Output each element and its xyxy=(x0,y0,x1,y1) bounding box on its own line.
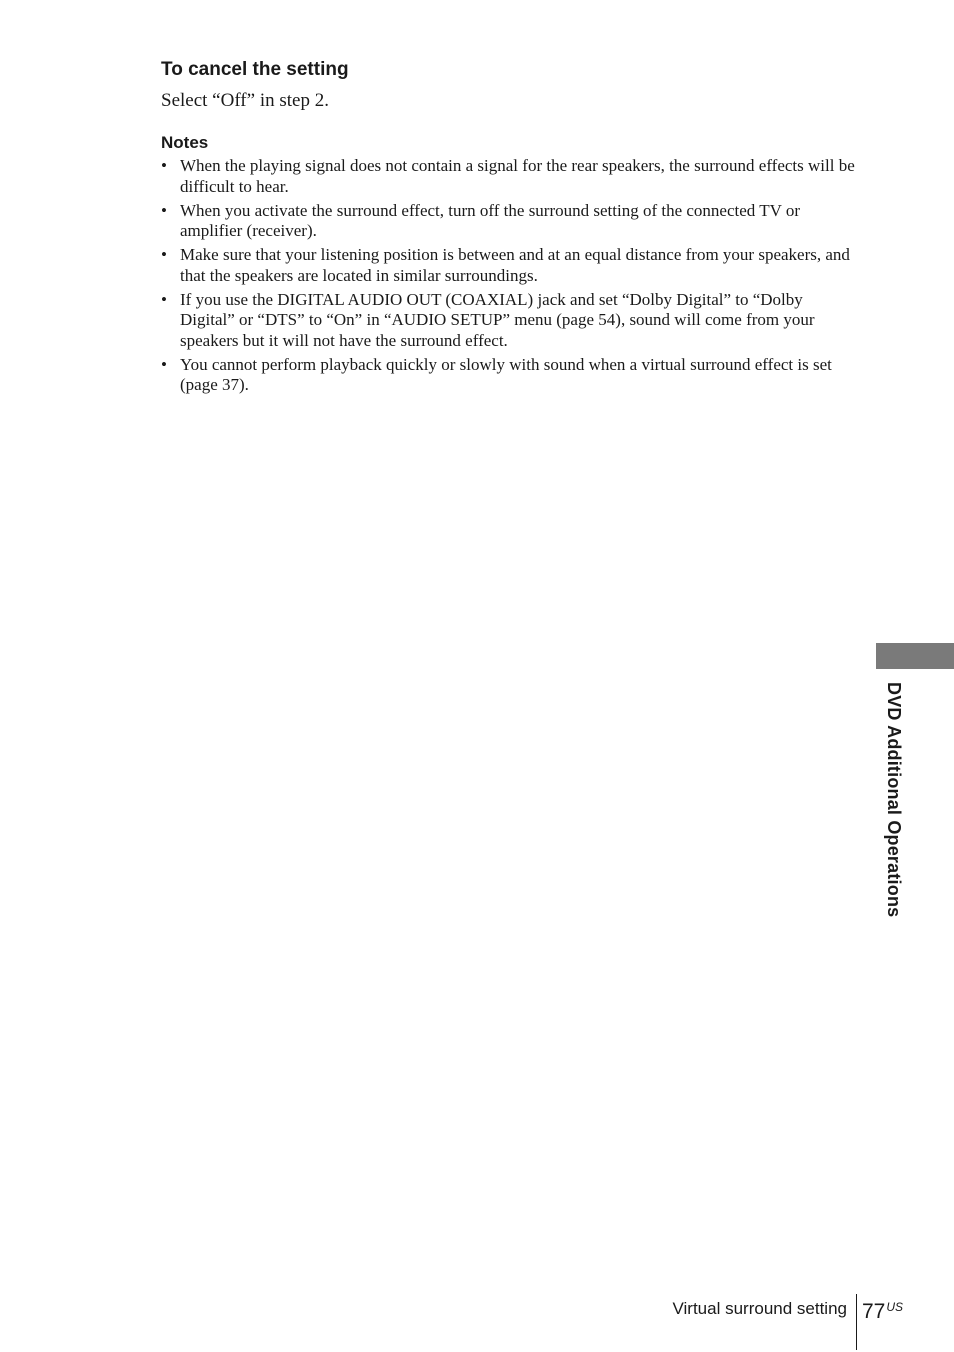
page-number-value: 77 xyxy=(862,1300,886,1323)
page-number xyxy=(862,1293,903,1326)
note-text: When you activate the surround effect, turn off the surround setting of the connected TV or amplifier (receiver). xyxy=(180,200,801,240)
note-text: If you use the DIGITAL AUDIO OUT (COAXIAL) jack and set “Dolby Digital” to “Dolby Digital” or “DTS” to “On” in “AUDIO SETUP” menu (page 54), sound will come from your speakers but it will not have the surround effect. xyxy=(180,289,815,350)
bullet-icon: • xyxy=(161,245,167,264)
note-item xyxy=(161,290,856,352)
note-text: Make sure that your listening position is between and at an equal distance from your speakers, and that the speakers are located in similar surroundings. xyxy=(180,245,850,285)
note-item xyxy=(161,156,856,197)
bullet-icon: • xyxy=(161,200,167,220)
bullet-icon: • xyxy=(161,156,167,175)
note-item xyxy=(161,355,856,396)
notes-list xyxy=(161,156,856,399)
footer-divider xyxy=(856,1294,857,1350)
chapter-tab-label: DVD Additional Operations xyxy=(884,682,904,918)
note-text: You cannot perform playback quickly or slowly with sound when a virtual surround effect is set (page 37). xyxy=(180,354,832,394)
section-heading: To cancel the setting xyxy=(161,59,349,80)
section-body: Select “Off” in step 2. xyxy=(161,90,329,111)
note-item xyxy=(161,245,856,286)
notes-heading: Notes xyxy=(161,133,209,152)
note-text: When the playing signal does not contain a signal for the rear speakers, the surround effects will be difficult to hear. xyxy=(180,156,855,196)
footer-section-title: Virtual surround setting xyxy=(672,1299,847,1318)
bullet-icon: • xyxy=(161,354,167,374)
note-item xyxy=(161,201,856,242)
chapter-tab-marker xyxy=(876,643,954,669)
bullet-icon: • xyxy=(161,289,167,309)
page-number-suffix: US xyxy=(886,1300,904,1314)
